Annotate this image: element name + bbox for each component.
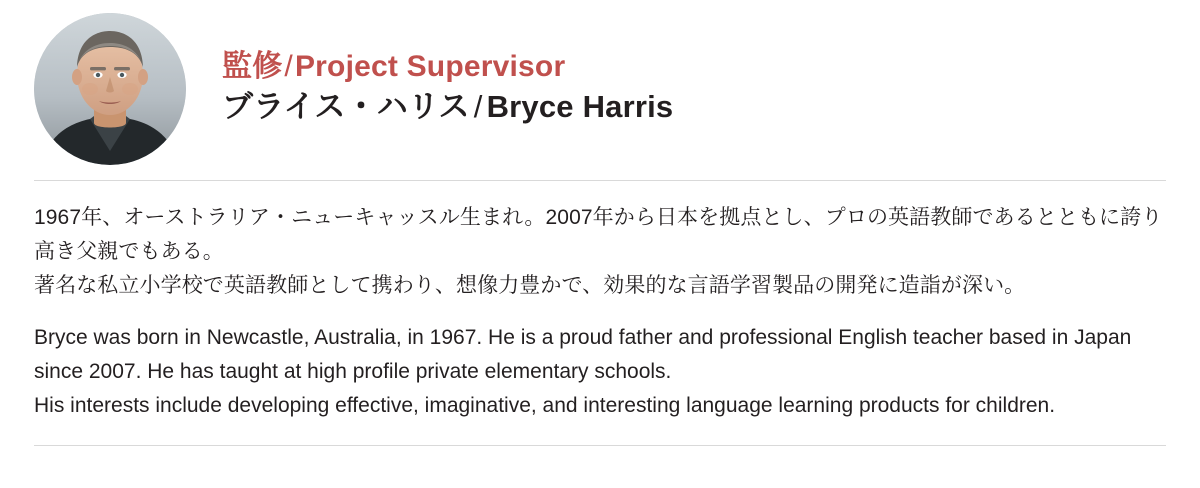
- role-separator: /: [284, 49, 293, 83]
- person-name-jp: ブライス・ハリス: [222, 89, 470, 125]
- role-label-jp: 監修: [222, 49, 283, 83]
- name-block: [186, 49, 673, 130]
- avatar: [34, 13, 186, 165]
- bio-paragraph-jp-2: 著名な私立小学校で英語教師として携わり、想像力豊かで、効果的な言語学習製品の開発に造詣が深い。: [34, 274, 1026, 298]
- bio-paragraph-en-2: His interests include developing effective, imaginative, and interesting language learning products for children.: [34, 394, 1056, 418]
- role-label-en: Project Supervisor: [294, 49, 566, 83]
- role-line: [222, 49, 673, 84]
- divider-bottom: [34, 445, 1166, 446]
- bio-paragraph-en-1: Bryce was born in Newcastle, Australia, in 1967. He is a proud father and professional English teacher based in Japan since 2007. He has taught at high profile private elementary schools.: [34, 326, 1132, 384]
- person-name-en: Bryce Harris: [486, 89, 674, 125]
- person-name-line: [222, 88, 673, 125]
- name-separator: /: [473, 89, 483, 125]
- portrait-photo-icon: [34, 13, 186, 165]
- bio-section: [34, 181, 1166, 423]
- profile-header: [34, 0, 1166, 170]
- bio-paragraph-jp-1: 1967年、オーストラリア・ニューキャッスル生まれ。2007年から日本を拠点とし、プロの英語教師であるとともに誇り高き父親でもある。: [34, 206, 1163, 264]
